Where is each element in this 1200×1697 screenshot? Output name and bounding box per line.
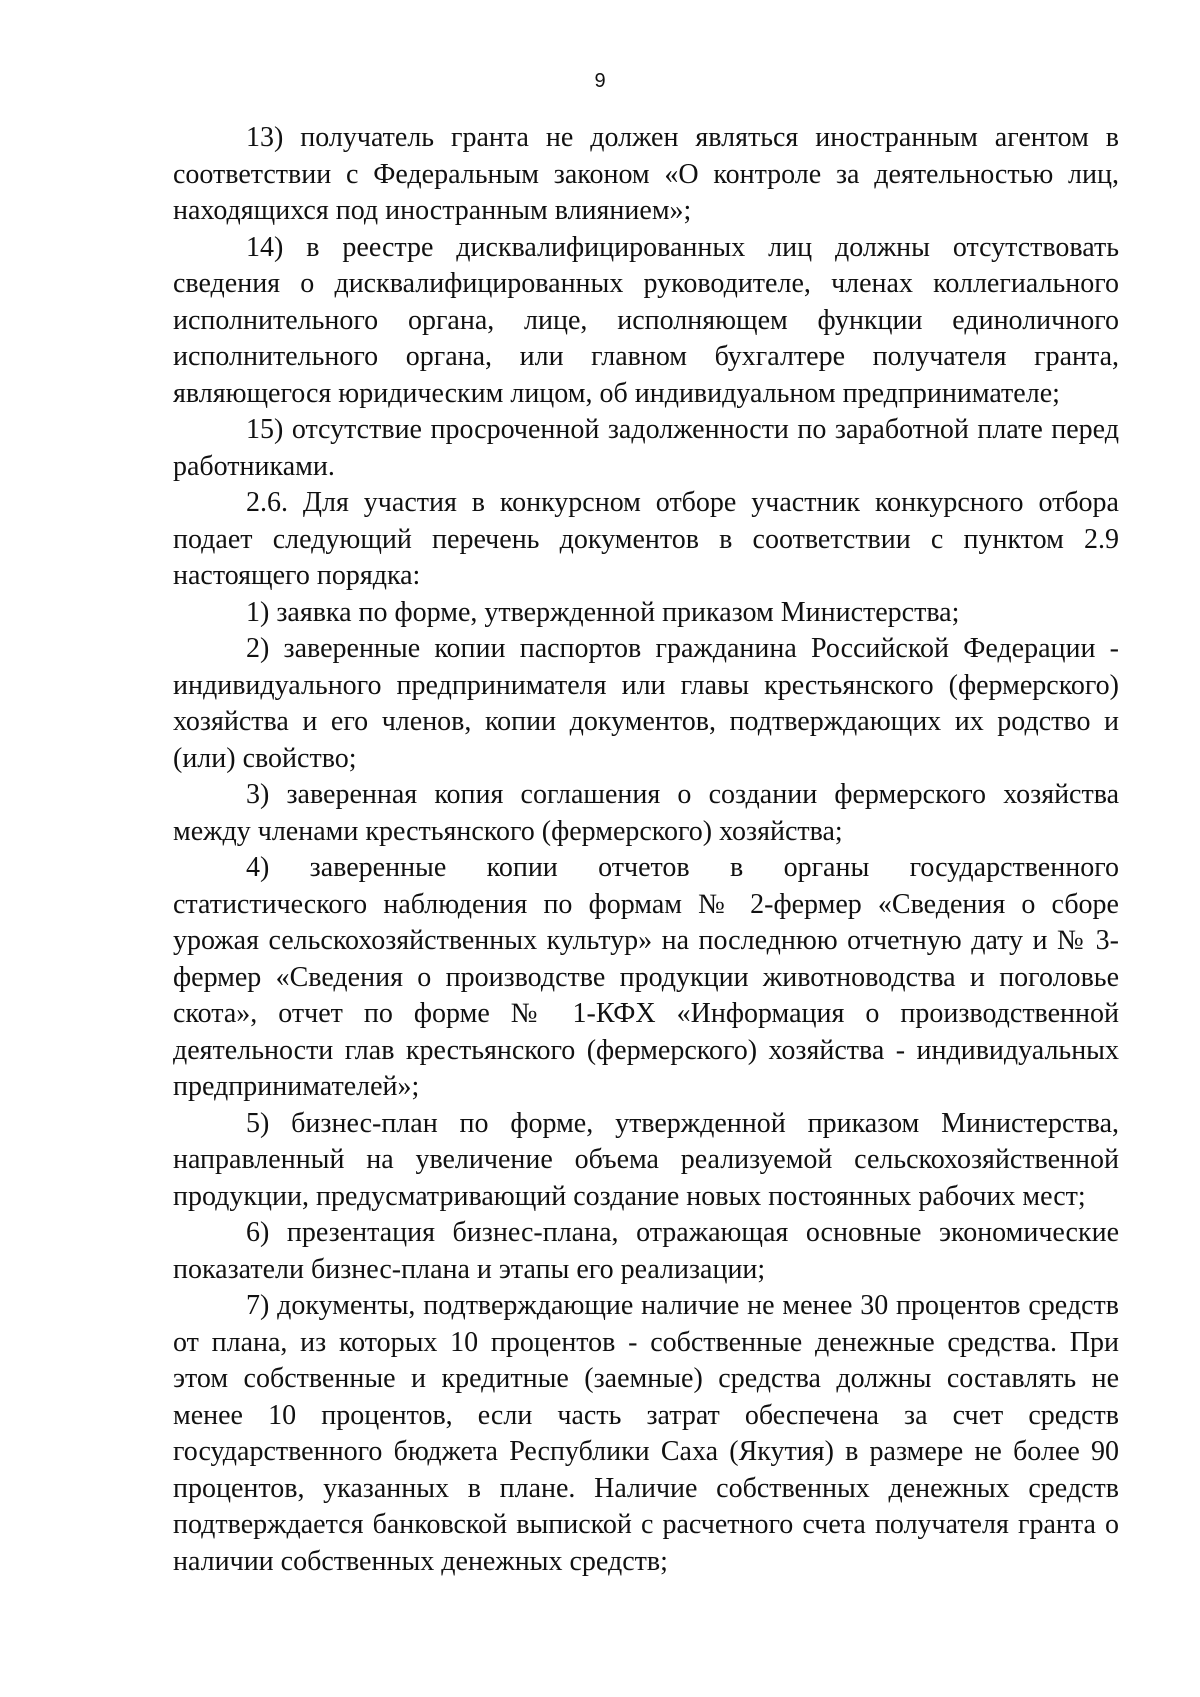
paragraph-document-4: 4) заверенные копии отчетов в органы государственного статистического наблюдения по формам № 2-фермер «Сведения о сборе урожая сельскохозяйственных культур» на последнюю отчетную дату и № 3-фермер «Сведения о производстве продукции животноводства и поголовье скота», отчет по форме № 1-КФХ «Информация о производственной деятельности глав крестьянского (фермерского) хозяйства - индивидуальных предпринимателей»;: [173, 852, 1119, 1102]
paragraph-document-7: 7) документы, подтверждающие наличие не менее 30 процентов средств от плана, из которых 10 процентов - собственные денежные средства. При этом собственные и кредитные (заемные) средства должны составлять не менее 10 процентов, если часть затрат обеспечена за счет средств государственного бюджета Республики Саха (Якутия) в размере не более 90 процентов, указанных в плане. Наличие собственных денежных средств подтверждается банковской выпиской с расчетного счета получателя гранта о наличии собственных денежных средств;: [173, 1290, 1119, 1577]
paragraph-document-3: 3) заверенная копия соглашения о создании фермерского хозяйства между членами крестьянского (фермерского) хозяйства;: [173, 779, 1119, 847]
paragraph-item-14: 14) в реестре дисквалифицированных лиц должны отсутствовать сведения о дисквалифицированных руководителе, членах коллегиального исполнительного органа, лице, исполняющем функции единоличного исполнительного органа, или главном бухгалтере получателя гранта, являющегося юридическим лицом, об индивидуальном предпринимателе;: [173, 231, 1119, 409]
document-body: [173, 120, 1119, 1580]
paragraph-item-13: 13) получатель гранта не должен являться иностранным агентом в соответствии с Федеральным законом «О контроле за деятельностью лиц, находящихся под иностранным влиянием»;: [173, 122, 1119, 226]
paragraph-section-2-6: 2.6. Для участия в конкурсном отборе участник конкурсного отбора подает следующий перечень документов в соответствии с пунктом 2.9 настоящего порядка:: [173, 487, 1119, 591]
paragraph-document-1: 1) заявка по форме, утвержденной приказом Министерства;: [246, 596, 960, 628]
paragraph-document-5: 5) бизнес-план по форме, утвержденной приказом Министерства, направленный на увеличение объема реализуемой сельскохозяйственной продукции, предусматривающий создание новых постоянных рабочих мест;: [173, 1107, 1119, 1212]
page-number: 9: [594, 70, 606, 92]
paragraph-item-15: 15) отсутствие просроченной задолженности по заработной плате перед работниками.: [173, 414, 1119, 482]
paragraph-document-2: 2) заверенные копии паспортов гражданина Российской Федерации - индивидуального предпринимателя или главы крестьянского (фермерского) хозяйства и его членов, копии документов, подтверждающих их родство и (или) свойство;: [173, 633, 1119, 774]
paragraph-document-6: 6) презентация бизнес-плана, отражающая основные экономические показатели бизнес-плана и этапы его реализации;: [173, 1217, 1119, 1285]
